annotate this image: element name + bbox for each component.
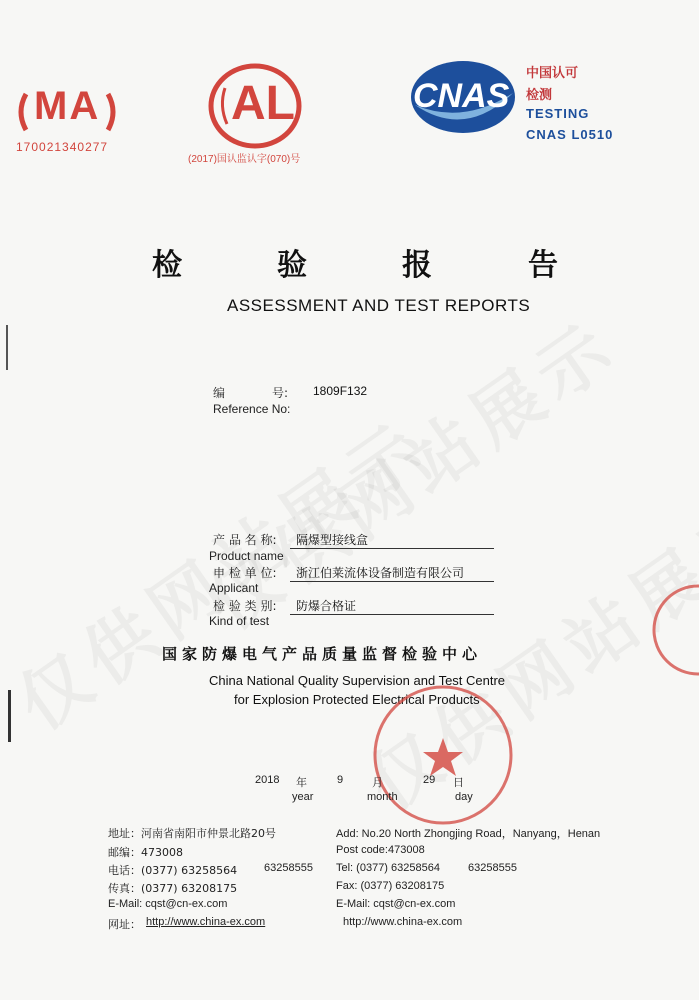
applicant-value: 浙江伯莱流体设备制造有限公司	[296, 566, 465, 580]
date-day-cn: 日	[453, 776, 464, 789]
ma-number: 170021340277	[16, 140, 109, 154]
cnas-logo-text: CNAS	[413, 77, 510, 115]
address-en: Add: No.20 North Zhongjing Road，Nanyang，Henan	[336, 828, 601, 840]
applicant-label-cn: 申 检 单 位:	[213, 566, 277, 580]
tel-en: Tel: (0377) 63258564	[336, 862, 440, 874]
cal-caption: (2017)国认监认字(070)号	[188, 154, 301, 165]
kind-value: 防爆合格证	[296, 599, 357, 613]
email-en[interactable]: E-Mail: cqst@cn-ex.com	[336, 898, 456, 910]
product-value: 隔爆型接线盒	[296, 533, 369, 547]
date-month: 9	[337, 774, 344, 786]
address-cn: 地址：河南省南阳市仲景北路20号	[108, 827, 276, 840]
cnas-cn-line1: 中国认可	[526, 66, 579, 81]
date-year-cn: 年	[296, 776, 307, 789]
email-cn[interactable]: E-Mail: cqst@cn-ex.com	[108, 898, 228, 910]
kind-underline	[290, 614, 494, 615]
kind-label-cn: 检 验 类 别:	[213, 599, 277, 613]
postcode-en: Post code:473008	[336, 844, 425, 856]
cnas-cn-line2: 检测	[526, 88, 553, 103]
reference-label-en: Reference No:	[213, 402, 291, 416]
cnas-logo	[405, 55, 520, 140]
title-char-2: 验	[277, 248, 307, 283]
reference-value: 1809F132	[313, 384, 368, 398]
reference-label-cn-a: 编	[213, 386, 226, 400]
fax-en: Fax: (0377) 63208175	[336, 880, 445, 892]
edge-stamp	[648, 580, 699, 680]
web-cn-label: 网址：	[108, 918, 141, 931]
web-cn-link[interactable]: http://www.china-ex.com	[146, 916, 266, 928]
official-stamp	[368, 680, 518, 830]
applicant-label-en: Applicant	[209, 581, 259, 595]
date-year: 2018	[255, 774, 280, 786]
center-name-cn: 国家防爆电气产品质量监督检验中心	[162, 645, 483, 663]
cnas-testing: TESTING	[526, 106, 590, 121]
cal-logo-text: AL	[231, 77, 295, 130]
postcode-cn: 邮编：473008	[108, 846, 183, 859]
date-year-en: year	[292, 791, 314, 803]
product-label-cn: 产 品 名 称:	[213, 533, 277, 547]
tel-en-2: 63258555	[468, 862, 517, 874]
web-en-link[interactable]: http://www.china-ex.com	[343, 916, 463, 928]
title-en: ASSESSMENT AND TEST REPORTS	[227, 296, 531, 315]
reference-label-cn-b: 号:	[272, 386, 289, 400]
date-month-cn: 月	[372, 776, 383, 789]
date-day-en: day	[455, 791, 473, 803]
title-char-3: 报	[402, 248, 432, 283]
ma-logo-text: MA	[34, 84, 101, 128]
binding-mark-top	[6, 325, 8, 370]
date-day: 29	[423, 774, 436, 786]
applicant-underline	[290, 581, 494, 582]
date-month-en: month	[367, 791, 398, 803]
title-char-1: 检	[152, 248, 182, 283]
product-underline	[290, 548, 494, 549]
title-char-4: 告	[528, 248, 558, 283]
fax-cn: 传真：(0377) 63208175	[108, 882, 238, 895]
binding-mark-bottom	[8, 690, 11, 742]
center-name-en-1: China National Quality Supervision and Test Centre	[209, 673, 506, 688]
ma-logo	[12, 72, 122, 144]
tel-cn: 电话：(0377) 63258564	[108, 864, 238, 877]
cal-logo	[205, 60, 305, 152]
center-name-en-2: for Explosion Protected Electrical Products	[234, 692, 480, 707]
tel-cn-2: 63258555	[264, 862, 313, 874]
product-label-en: Product name	[209, 549, 284, 563]
kind-label-en: Kind of test	[209, 614, 270, 628]
cnas-code: CNAS L0510	[526, 127, 614, 142]
